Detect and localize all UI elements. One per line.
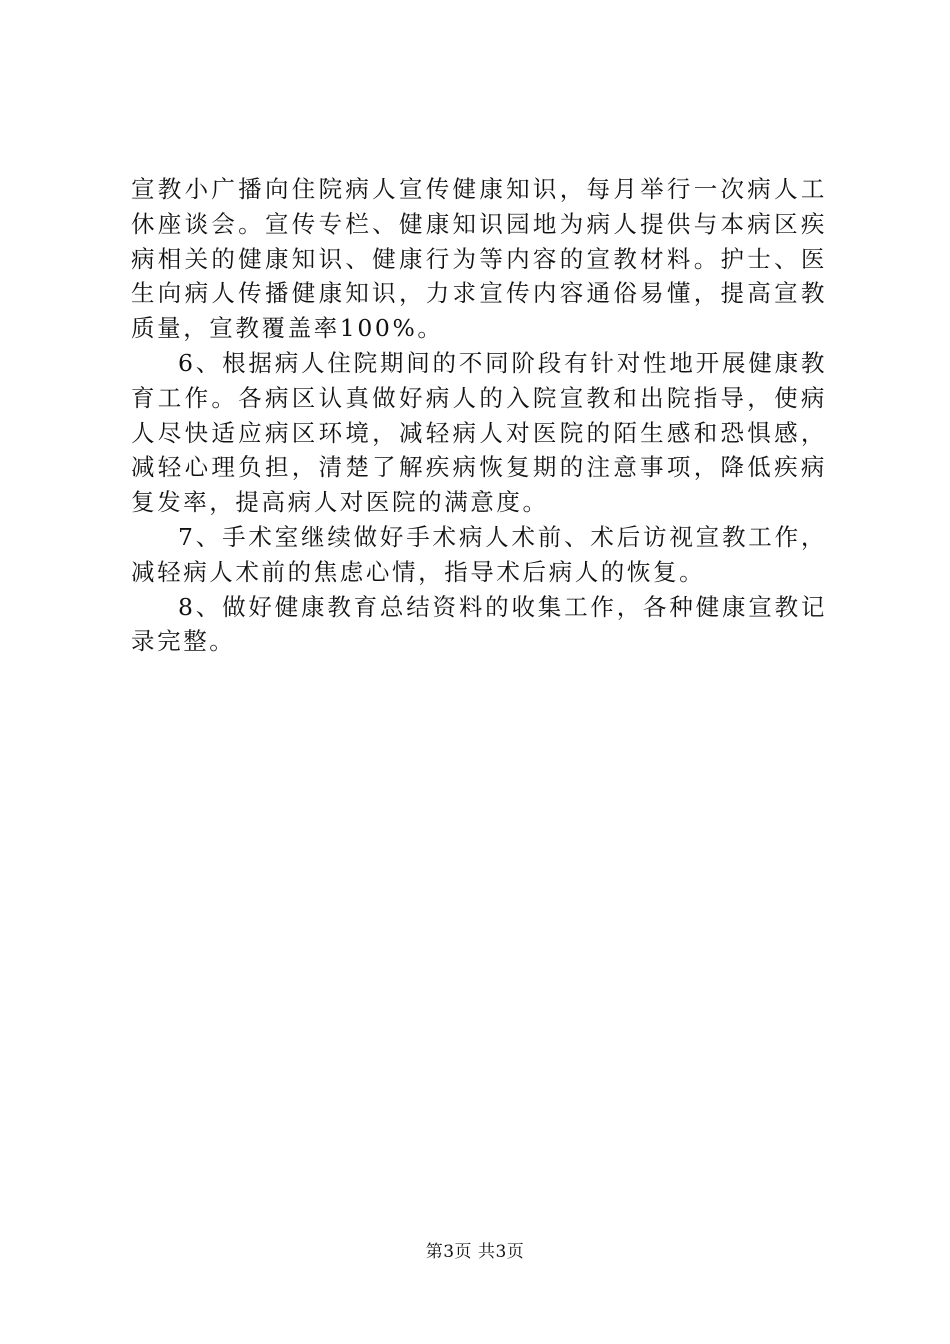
paragraph-item-6: 6、根据病人住院期间的不同阶段有针对性地开展健康教育工作。各病区认真做好病人的入院宣教和出院指导，使病人尽快适应病区环境，减轻病人对医院的陌生感和恐惧感，减轻心理负担，清楚了解疾病恢复期的注意事项，降低疾病复发率，提高病人对医院的满意度。	[131, 348, 827, 517]
document-body	[131, 172, 827, 659]
page-footer	[0, 1241, 950, 1263]
paragraph-item-7: 7、手术室继续做好手术病人术前、术后访视宣教工作，减轻病人术前的焦虑心情，指导术后病人的恢复。	[131, 522, 827, 586]
paragraph-continuation: 宣教小广播向住院病人宣传健康知识，每月举行一次病人工休座谈会。宣传专栏、健康知识园地为病人提供与本病区疾病相关的健康知识、健康行为等内容的宣教材料。护士、医生向病人传播健康知识，力求宣传内容通俗易懂，提高宣教质量，宣教覆盖率100%。	[131, 175, 827, 343]
paragraph-item-8: 8、做好健康教育总结资料的收集工作，各种健康宣教记录完整。	[131, 592, 827, 656]
page-number-label: 第3页 共3页	[425, 1242, 525, 1262]
